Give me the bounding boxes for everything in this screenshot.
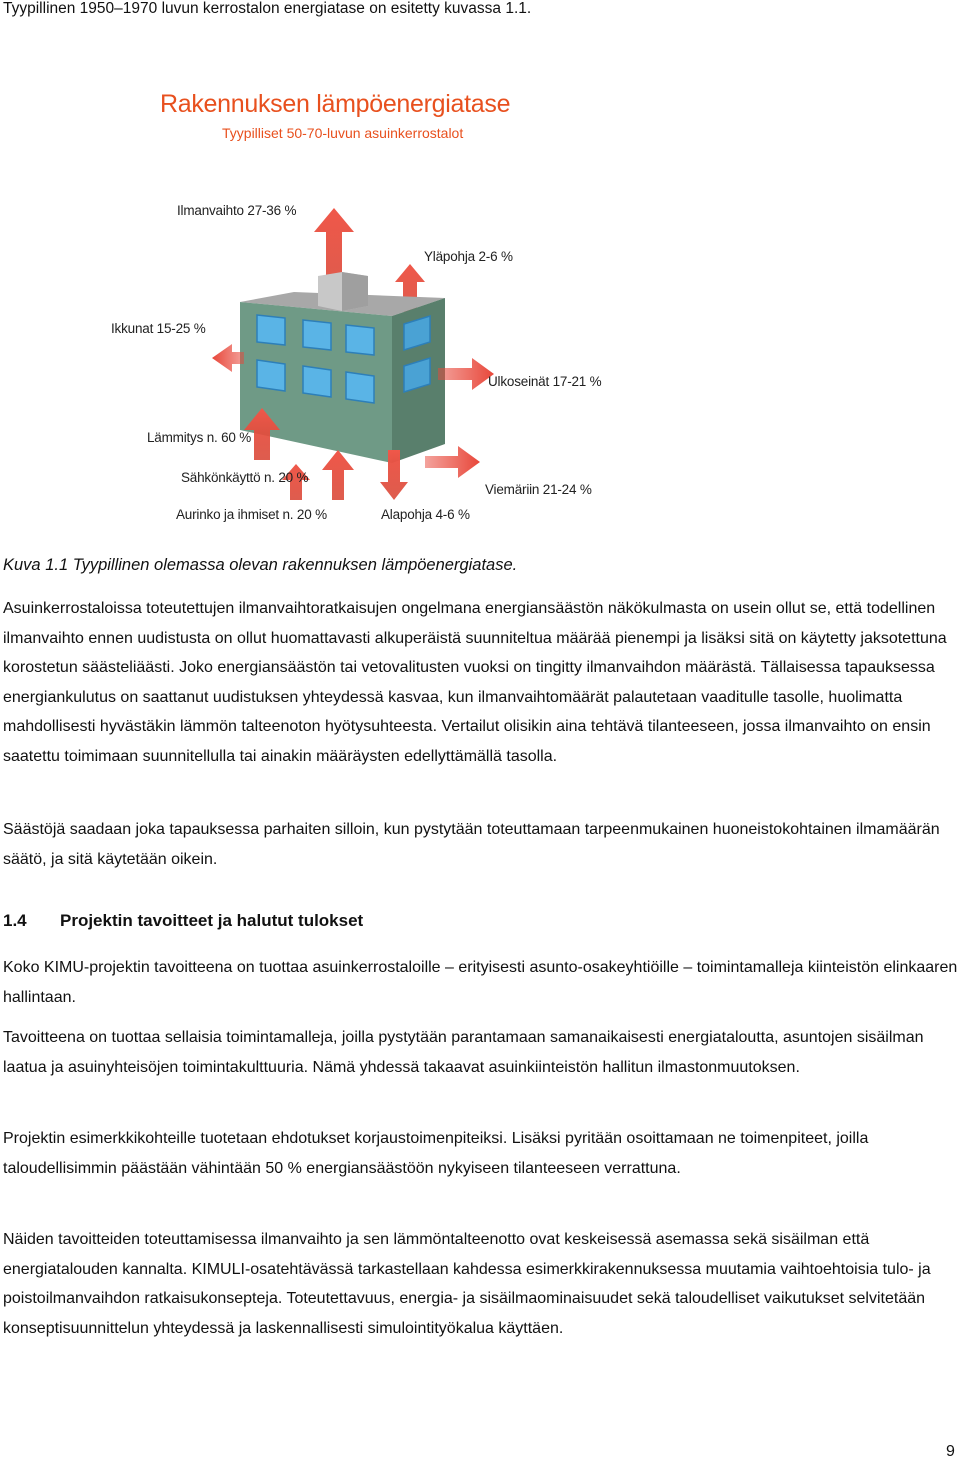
drain-arrow bbox=[425, 446, 480, 478]
label-sun-people: Aurinko ja ihmiset n. 20 % bbox=[176, 507, 327, 522]
paragraph-example-sites: Projektin esimerkkikohteille tuotetaan ehdotukset korjaustoimenpiteiksi. Lisäksi pyritään osoittamaan ne toimenpiteet, joilla taloudellisimmin päästään vähintään 50 % energiansäästöön nykyiseen tilanteeseen verrattuna. bbox=[3, 1130, 869, 1177]
paragraph-project-goal: Koko KIMU-projektin tavoitteena on tuottaa asuinkerrostaloille – erityisesti asunto-osakeyhtiöille – toimintamalleja kiinteistön elinkaaren hallintaan. bbox=[3, 959, 958, 1006]
paragraph-kimuli: Näiden tavoitteiden toteuttamisessa ilmanvaihto ja sen lämmöntalteenotto ovat keskeisessä asemassa sekä sisäilman että energiatalouden kannalta. KIMULI-osatehtävässä tarkastellaan kahdessa esimerkkirakennuksessa muutamia vaihtoehtoisia tulo- ja poistoilmanvaihdon ratkaisukonsepteja. Toteutettavuus, energia- ja sisäilmaominaisuudet sekä taloudelliset vaikutukset selvitetään konseptisuunnittelun yhteydessä ja laskennallisesti simulointityökalua käyttäen. bbox=[3, 1231, 931, 1337]
section-number: 1.4 bbox=[3, 911, 27, 930]
label-ventilation: Ilmanvaihto 27-36 % bbox=[177, 203, 297, 218]
label-roof: Yläpohja 2-6 % bbox=[424, 249, 513, 264]
paragraph-savings: Säästöjä saadaan joka tapauksessa parhaiten silloin, kun pystytään toteuttamaan tarpeenmukainen huoneistokohtainen ilmamäärän säätö, ja sitä käytetään oikein. bbox=[3, 821, 940, 868]
figure-subtitle: Tyypilliset 50-70-luvun asuinkerrostalot bbox=[222, 125, 464, 141]
electricity-arrow bbox=[322, 450, 354, 500]
label-walls: Ulkoseinät 17-21 % bbox=[488, 374, 602, 389]
section-heading bbox=[3, 911, 363, 931]
intro-text: Tyypillinen 1950–1970 luvun kerrostalon energiatase on esitetty kuvassa 1.1. bbox=[3, 0, 532, 17]
figure-title: Rakennuksen lämpöenergiatase bbox=[160, 90, 511, 118]
page-number: 9 bbox=[946, 1443, 955, 1460]
figure-caption: Kuva 1.1 Tyypillinen olemassa olevan rakennuksen lämpöenergiatase. bbox=[3, 556, 518, 574]
label-windows: Ikkunat 15-25 % bbox=[111, 321, 206, 336]
paragraph-aims: Tavoitteena on tuottaa sellaisia toimintamalleja, joilla pystytään parantamaan samanaikaisesti energiataloutta, asuntojen sisäilman laatua ja asuinyhteisöjen toimintakulttuuria. Nämä yhdessä takaavat asuinkiinteistön hallitun ilmastonmuutoksen. bbox=[3, 1029, 924, 1076]
window-arrow bbox=[212, 344, 244, 372]
label-drain: Viemäriin 21-24 % bbox=[485, 482, 592, 497]
section-title: Projektin tavoitteet ja halutut tulokset bbox=[60, 911, 364, 930]
label-heating: Lämmitys n. 60 % bbox=[147, 430, 252, 445]
wall-arrow bbox=[438, 358, 494, 390]
paragraph-ventilation-issues: Asuinkerrostaloissa toteutettujen ilmanvaihtoratkaisujen ongelmana energiansäästön näkökulmasta on usein ollut se, että todellinen ilmanvaihto ennen uudistusta on ollut huomattavasti alkuperäistä suunniteltua määrää pienempi ja lisäksi sitä on käytetty jaksotettuna korostetun säästeliäästi. Joko energiansäästön tai vetovalitusten vuoksi on tingitty ilmanvaihdon määrästä. Tällaisessa tapauksessa energiankulutus on saattanut uudistuksen yhteydessä kasvaa, kun ilmanvaihtomäärät palautetaan vaaditulle tasolle, huolimatta mahdollisesti hyvästäkin lämmön talteenoton hyötysuhteesta. Vertailut olisikin aina tehtävä tilanteeseen, jossa ilmanvaihto on ensin saatettu toimimaan suunnitellulla tai ainakin määräysten edellyttämällä tasolla. bbox=[3, 600, 947, 765]
label-floor: Alapohja 4-6 % bbox=[381, 507, 470, 522]
label-electricity: Sähkönkäyttö n. 20 % bbox=[181, 470, 309, 485]
building-diagram bbox=[0, 0, 700, 550]
